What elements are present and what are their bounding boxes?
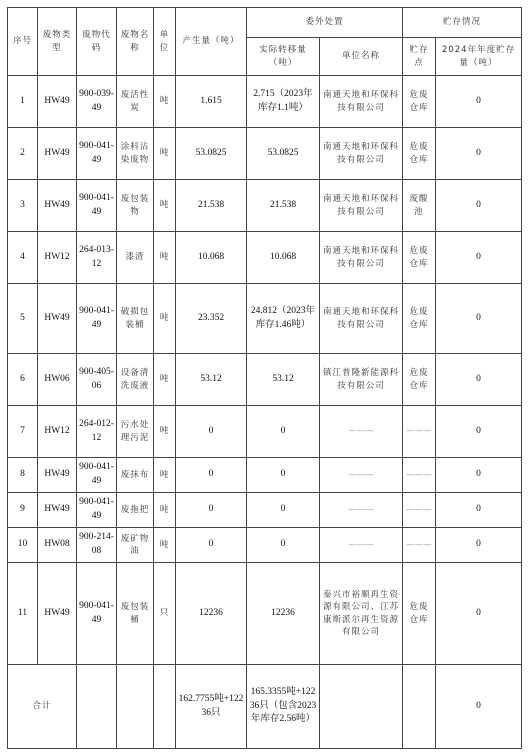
cell-storage-point: 危废仓库 <box>403 76 436 128</box>
table-row <box>8 563 522 665</box>
total-empty-company <box>320 665 403 749</box>
cell-company: ——— <box>320 406 403 458</box>
cell-transferred: 53.0825 <box>247 128 320 180</box>
cell-produced: 10.068 <box>176 232 247 284</box>
cell-transferred: 0 <box>247 528 320 563</box>
cell-transferred: 12236 <box>247 563 320 665</box>
cell-type: HW12 <box>38 232 77 284</box>
cell-type: HW12 <box>38 406 77 458</box>
cell-unit: 吨 <box>154 284 176 354</box>
hazardous-waste-table <box>7 7 522 749</box>
cell-unit: 吨 <box>154 406 176 458</box>
cell-transferred: 53.12 <box>247 354 320 406</box>
cell-transferred: 0 <box>247 493 320 528</box>
cell-seq: 1 <box>8 76 38 128</box>
cell-code: 900-041-49 <box>77 128 117 180</box>
cell-code: 900-041-49 <box>77 284 117 354</box>
cell-storage-point: ——— <box>403 458 436 493</box>
cell-name: 涂料沾染废物 <box>117 128 154 180</box>
cell-produced: 21.538 <box>176 180 247 232</box>
cell-code: 264-012-12 <box>77 406 117 458</box>
cell-year-end: 0 <box>436 180 522 232</box>
cell-year-end: 0 <box>436 76 522 128</box>
cell-name: 破损包装桶 <box>117 284 154 354</box>
cell-company: 南通天地和环保科技有限公司 <box>320 284 403 354</box>
cell-company: ——— <box>320 528 403 563</box>
cell-type: HW06 <box>38 354 77 406</box>
cell-produced: 0 <box>176 406 247 458</box>
cell-company: 南通天地和环保科技有限公司 <box>320 76 403 128</box>
cell-storage-point: 危废仓库 <box>403 232 436 284</box>
header-unit: 单位 <box>154 8 176 76</box>
table-row <box>8 458 522 493</box>
total-produced: 162.7755吨+12236只 <box>176 665 247 749</box>
cell-transferred: 10.068 <box>247 232 320 284</box>
table-body <box>8 76 522 665</box>
cell-type: HW49 <box>38 180 77 232</box>
cell-code: 900-214-08 <box>77 528 117 563</box>
cell-year-end: 0 <box>436 232 522 284</box>
header-outsourced: 委外处置 <box>247 8 403 38</box>
cell-produced: 0 <box>176 493 247 528</box>
cell-seq: 5 <box>8 284 38 354</box>
total-year-end: 0 <box>436 665 522 749</box>
table-row <box>8 232 522 284</box>
header-type: 废物类型 <box>38 8 77 76</box>
cell-produced: 0 <box>176 528 247 563</box>
total-empty-name <box>117 665 154 749</box>
cell-year-end: 0 <box>436 563 522 665</box>
table-row <box>8 354 522 406</box>
cell-code: 900-041-49 <box>77 563 117 665</box>
cell-storage-point: 危废仓库 <box>403 354 436 406</box>
total-transferred: 165.3355吨+12236只（包含2023年库存2.56吨） <box>247 665 320 749</box>
cell-unit: 吨 <box>154 180 176 232</box>
cell-seq: 11 <box>8 563 38 665</box>
cell-company: 泰兴市裕顺再生资源有限公司、江苏康斯派尔再生资源有限公司 <box>320 563 403 665</box>
cell-produced: 23.352 <box>176 284 247 354</box>
header-code: 废物代码 <box>77 8 117 76</box>
cell-storage-point: ——— <box>403 493 436 528</box>
cell-produced: 53.12 <box>176 354 247 406</box>
cell-type: HW49 <box>38 458 77 493</box>
cell-transferred: 21.538 <box>247 180 320 232</box>
cell-seq: 10 <box>8 528 38 563</box>
cell-unit: 吨 <box>154 128 176 180</box>
cell-unit: 吨 <box>154 354 176 406</box>
total-empty-code <box>77 665 117 749</box>
cell-year-end: 0 <box>436 493 522 528</box>
cell-type: HW49 <box>38 128 77 180</box>
cell-code: 900-041-49 <box>77 493 117 528</box>
cell-company: 南通天地和环保科技有限公司 <box>320 128 403 180</box>
cell-code: 900-041-49 <box>77 180 117 232</box>
cell-code: 900-039-49 <box>77 76 117 128</box>
cell-name: 设备清洗废液 <box>117 354 154 406</box>
cell-produced: 12236 <box>176 563 247 665</box>
cell-year-end: 0 <box>436 406 522 458</box>
cell-type: HW49 <box>38 76 77 128</box>
cell-year-end: 0 <box>436 354 522 406</box>
cell-seq: 2 <box>8 128 38 180</box>
cell-transferred: 24.812（2023年库存1.46吨） <box>247 284 320 354</box>
cell-storage-point: 废酸池 <box>403 180 436 232</box>
cell-year-end: 0 <box>436 284 522 354</box>
cell-type: HW49 <box>38 284 77 354</box>
cell-transferred: 0 <box>247 458 320 493</box>
cell-code: 900-041-49 <box>77 458 117 493</box>
cell-unit: 吨 <box>154 76 176 128</box>
cell-transferred: 0 <box>247 406 320 458</box>
cell-company: 镇江普隆新能源科技有限公司 <box>320 354 403 406</box>
cell-storage-point: ——— <box>403 406 436 458</box>
cell-year-end: 0 <box>436 128 522 180</box>
cell-seq: 8 <box>8 458 38 493</box>
cell-unit: 吨 <box>154 232 176 284</box>
cell-year-end: 0 <box>436 458 522 493</box>
cell-name: 废拖把 <box>117 493 154 528</box>
cell-seq: 6 <box>8 354 38 406</box>
cell-name: 废抹布 <box>117 458 154 493</box>
cell-storage-point: 危废仓库 <box>403 128 436 180</box>
cell-name: 污水处理污泥 <box>117 406 154 458</box>
header-storage-point: 贮存点 <box>403 38 436 76</box>
table-row <box>8 76 522 128</box>
cell-type: HW08 <box>38 528 77 563</box>
header-storage: 贮存情况 <box>403 8 522 38</box>
cell-unit: 吨 <box>154 458 176 493</box>
cell-storage-point: ——— <box>403 528 436 563</box>
cell-name: 废包装物 <box>117 180 154 232</box>
header-year-end: 2024年年度贮存量（吨） <box>436 38 522 76</box>
total-label: 合计 <box>8 665 77 749</box>
cell-seq: 3 <box>8 180 38 232</box>
cell-unit: 吨 <box>154 528 176 563</box>
cell-type: HW49 <box>38 493 77 528</box>
table-row <box>8 180 522 232</box>
cell-storage-point: 危废仓库 <box>403 284 436 354</box>
cell-type: HW49 <box>38 563 77 665</box>
cell-name: 漆渣 <box>117 232 154 284</box>
table-row <box>8 493 522 528</box>
cell-name: 废矿物油 <box>117 528 154 563</box>
cell-unit: 只 <box>154 563 176 665</box>
cell-seq: 7 <box>8 406 38 458</box>
cell-produced: 0 <box>176 458 247 493</box>
header-name: 废物名称 <box>117 8 154 76</box>
total-row <box>8 665 522 749</box>
cell-code: 264-013-12 <box>77 232 117 284</box>
cell-company: 南通天地和环保科技有限公司 <box>320 180 403 232</box>
cell-name: 废活性炭 <box>117 76 154 128</box>
cell-produced: 53.0825 <box>176 128 247 180</box>
cell-name: 废包装桶 <box>117 563 154 665</box>
cell-storage-point: 危废仓库 <box>403 563 436 665</box>
cell-produced: 1.615 <box>176 76 247 128</box>
total-empty-storage <box>403 665 436 749</box>
table-row <box>8 406 522 458</box>
cell-company: ——— <box>320 493 403 528</box>
cell-company: 南通天地和环保科技有限公司 <box>320 232 403 284</box>
table-row <box>8 528 522 563</box>
cell-seq: 9 <box>8 493 38 528</box>
cell-year-end: 0 <box>436 528 522 563</box>
table-row <box>8 284 522 354</box>
table-row <box>8 128 522 180</box>
header-seq: 序号 <box>8 8 38 76</box>
cell-seq: 4 <box>8 232 38 284</box>
header-produced: 产生量（吨） <box>176 8 247 76</box>
cell-company: ——— <box>320 458 403 493</box>
cell-unit: 吨 <box>154 493 176 528</box>
header-transferred: 实际转移量（吨） <box>247 38 320 76</box>
cell-code: 900-405-06 <box>77 354 117 406</box>
total-empty-unit <box>154 665 176 749</box>
cell-transferred: 2.715（2023年库存1.1吨） <box>247 76 320 128</box>
header-company: 单位名称 <box>320 38 403 76</box>
